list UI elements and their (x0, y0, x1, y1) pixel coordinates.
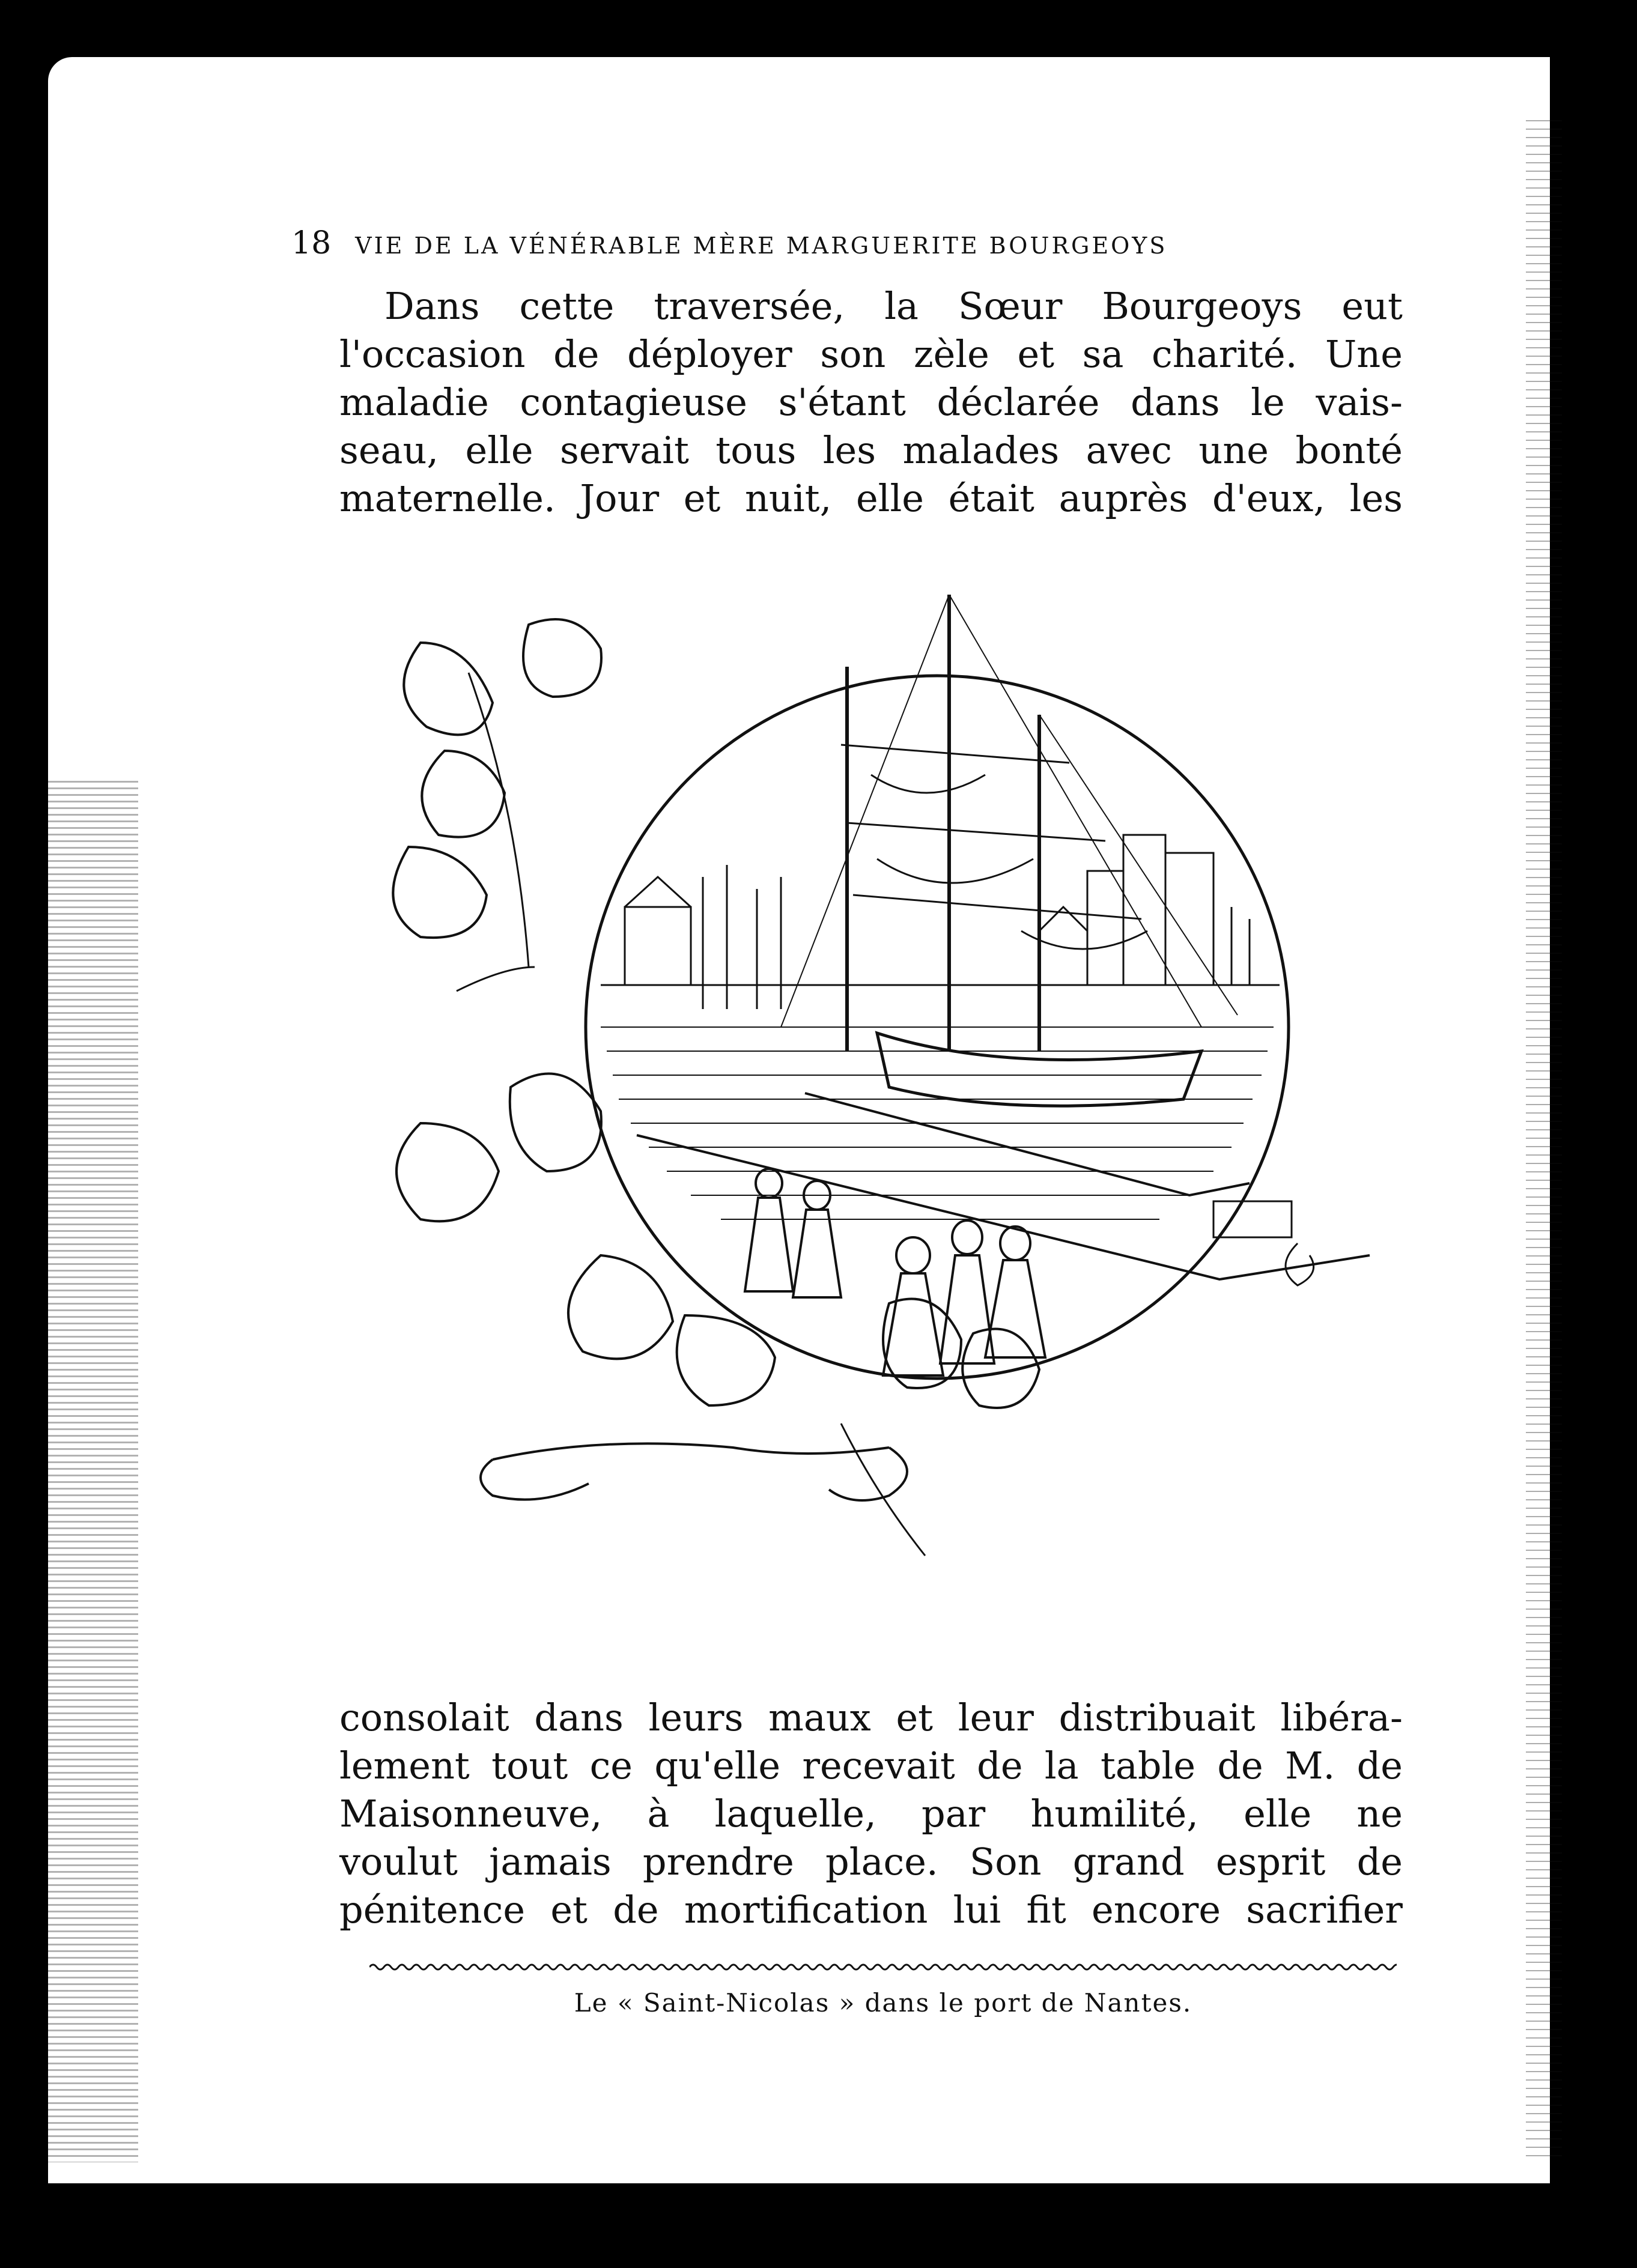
text-line: seau, elle servait tous les malades avec une bonté (339, 428, 1403, 472)
text-line: l'occasion de déployer son zèle et sa charité. Une (339, 332, 1403, 376)
wavy-rule (369, 1961, 1397, 1973)
text-line: consolait dans leurs maux et leur distribuait libéra- (339, 1696, 1403, 1739)
running-head (291, 225, 1427, 267)
text-line: maladie contagieuse s'étant déclarée dans le vais- (339, 380, 1403, 424)
ship-illustration (348, 595, 1382, 1628)
body-text-top (339, 282, 1403, 523)
text-line: Dans cette traversée, la Sœur Bourgeoys eut (384, 284, 1403, 328)
running-title: VIE DE LA VÉNÉRABLE MÈRE MARGUERITE BOURGEOYS (355, 232, 1168, 259)
main-ship (781, 595, 1238, 1106)
text-line: pénitence et de mortification lui fit encore sacrifier (339, 1888, 1403, 1932)
background-ships (703, 865, 1250, 1009)
text-line: Maisonneuve, à laquelle, par humilité, elle ne (339, 1792, 1403, 1836)
scan-edge-right (1526, 120, 1562, 2162)
body-text-bottom (339, 1694, 1403, 1934)
figure-caption: Le « Saint-Nicolas » dans le port de Nantes. (574, 1988, 1192, 2018)
floral-border (393, 619, 1313, 1556)
text-line: maternelle. Jour et nuit, elle était auprès d'eux, les (339, 476, 1403, 520)
page-number: 18 (291, 225, 332, 261)
scan-edge-left (48, 781, 138, 2162)
text-line: lement tout ce qu'elle recevait de la table de M. de (339, 1744, 1403, 1787)
text-line: voulut jamais prendre place. Son grand esprit de (339, 1840, 1403, 1884)
